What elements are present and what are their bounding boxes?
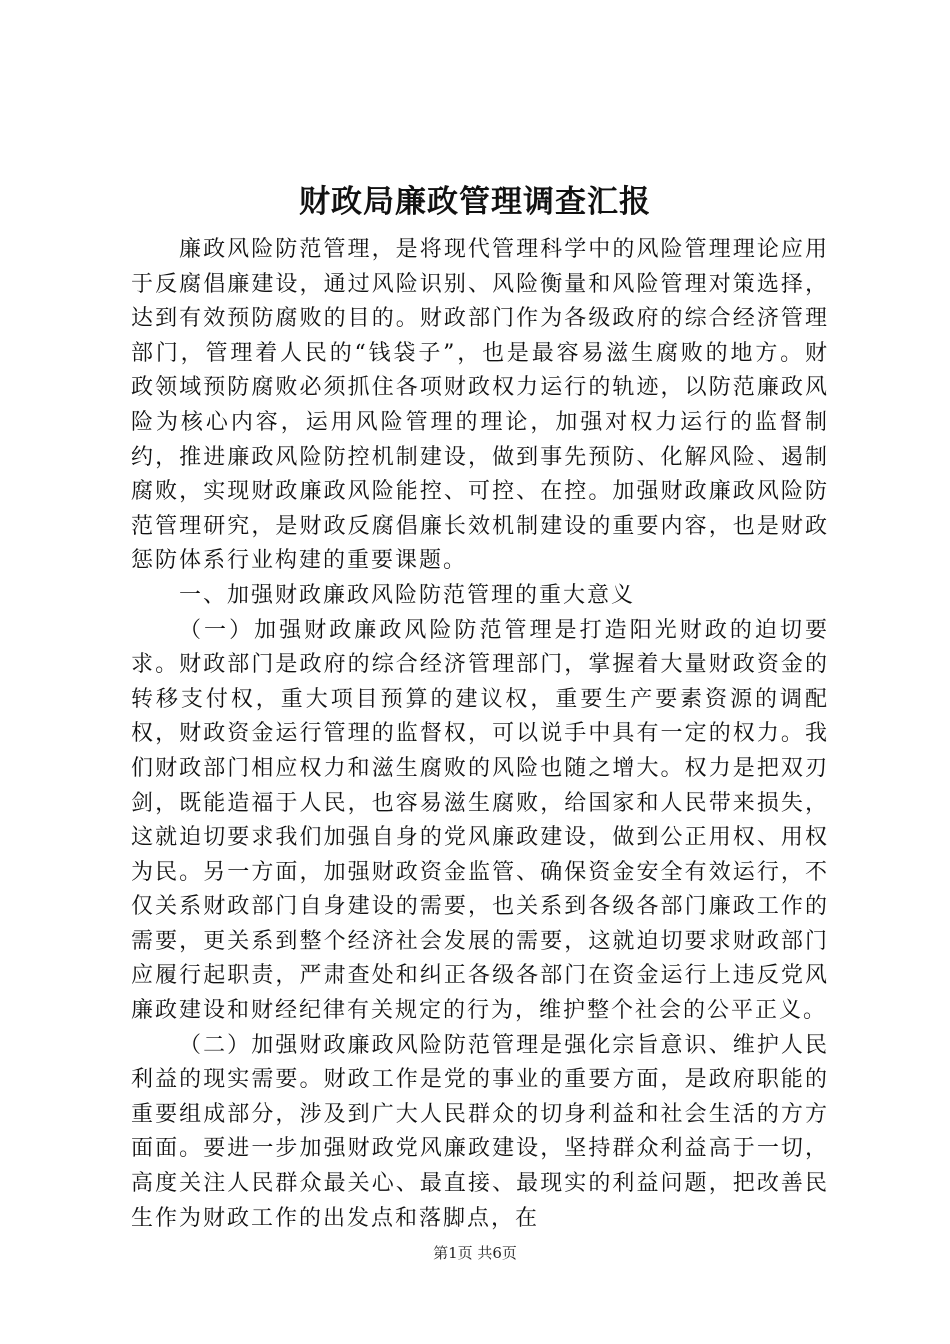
paragraph-intro: 廉政风险防范管理，是将现代管理科学中的风险管理理论应用于反腐倡廉建设，通过风险识别、风险衡量和风险管理对策选择，达到有效预防腐败的目的。财政部门作为各级政府的综合经济管理部门，管理着人民的“钱袋子”，也是最容易滋生腐败的地方。财政领域预防腐败必须抓住各项财政权力运行的轨迹，以防范廉政风险为核心内容，运用风险管理的理论，加强对权力运行的监督制约，推进廉政风险防控机制建设，做到事先预防、化解风险、遏制腐败，实现财政廉政风险能控、可控、在控。加强财政廉政风险防范管理研究，是财政反腐倡廉长效机制建设的重要内容，也是财政惩防体系行业构建的重要课题。: [131, 237, 829, 574]
document-title: 财政局廉政管理调查汇报: [299, 184, 651, 220]
paragraph-subsection-1: （一）加强财政廉政风险防范管理是打造阳光财政的迫切要求。财政部门是政府的综合经济管理部门，掌握着大量财政资金的转移支付权，重大项目预算的建议权，重要生产要素资源的调配权，财政资金运行管理的监督权，可以说手中具有一定的权力。我们财政部门相应权力和滋生腐败的风险也随之增大。权力是把双刃剑，既能造福于人民，也容易滋生腐败，给国家和人民带来损失，这就迫切要求我们加强自身的党风廉政建设，做到公正用权、用权为民。另一方面，加强财政资金监管、确保资金安全有效运行，不仅关系财政部门自身建设的需要，也关系到各级各部门廉政工作的需要，更关系到整个经济社会发展的需要，这就迫切要求财政部门应履行起职责，严肃查处和纠正各级各部门在资金运行上违反党风廉政建设和财经纪律有关规定的行为，维护整个社会的公平正义。: [131, 617, 829, 1024]
section-heading-1: 一、加强财政廉政风险防范管理的重大意义: [179, 582, 636, 608]
page-number-footer: 第1页 共6页: [433, 1244, 517, 1262]
paragraph-subsection-2: （二）加强财政廉政风险防范管理是强化宗旨意识、维护人民利益的现实需要。财政工作是党的事业的重要方面，是政府职能的重要组成部分，涉及到广大人民群众的切身利益和社会生活的方方面面。要进一步加强财政党风廉政建设，坚持群众利益高于一切，高度关注人民群众最关心、最直接、最现实的利益问题，把改善民生作为财政工作的出发点和落脚点，在: [131, 1032, 829, 1231]
document-body: [131, 233, 829, 1236]
